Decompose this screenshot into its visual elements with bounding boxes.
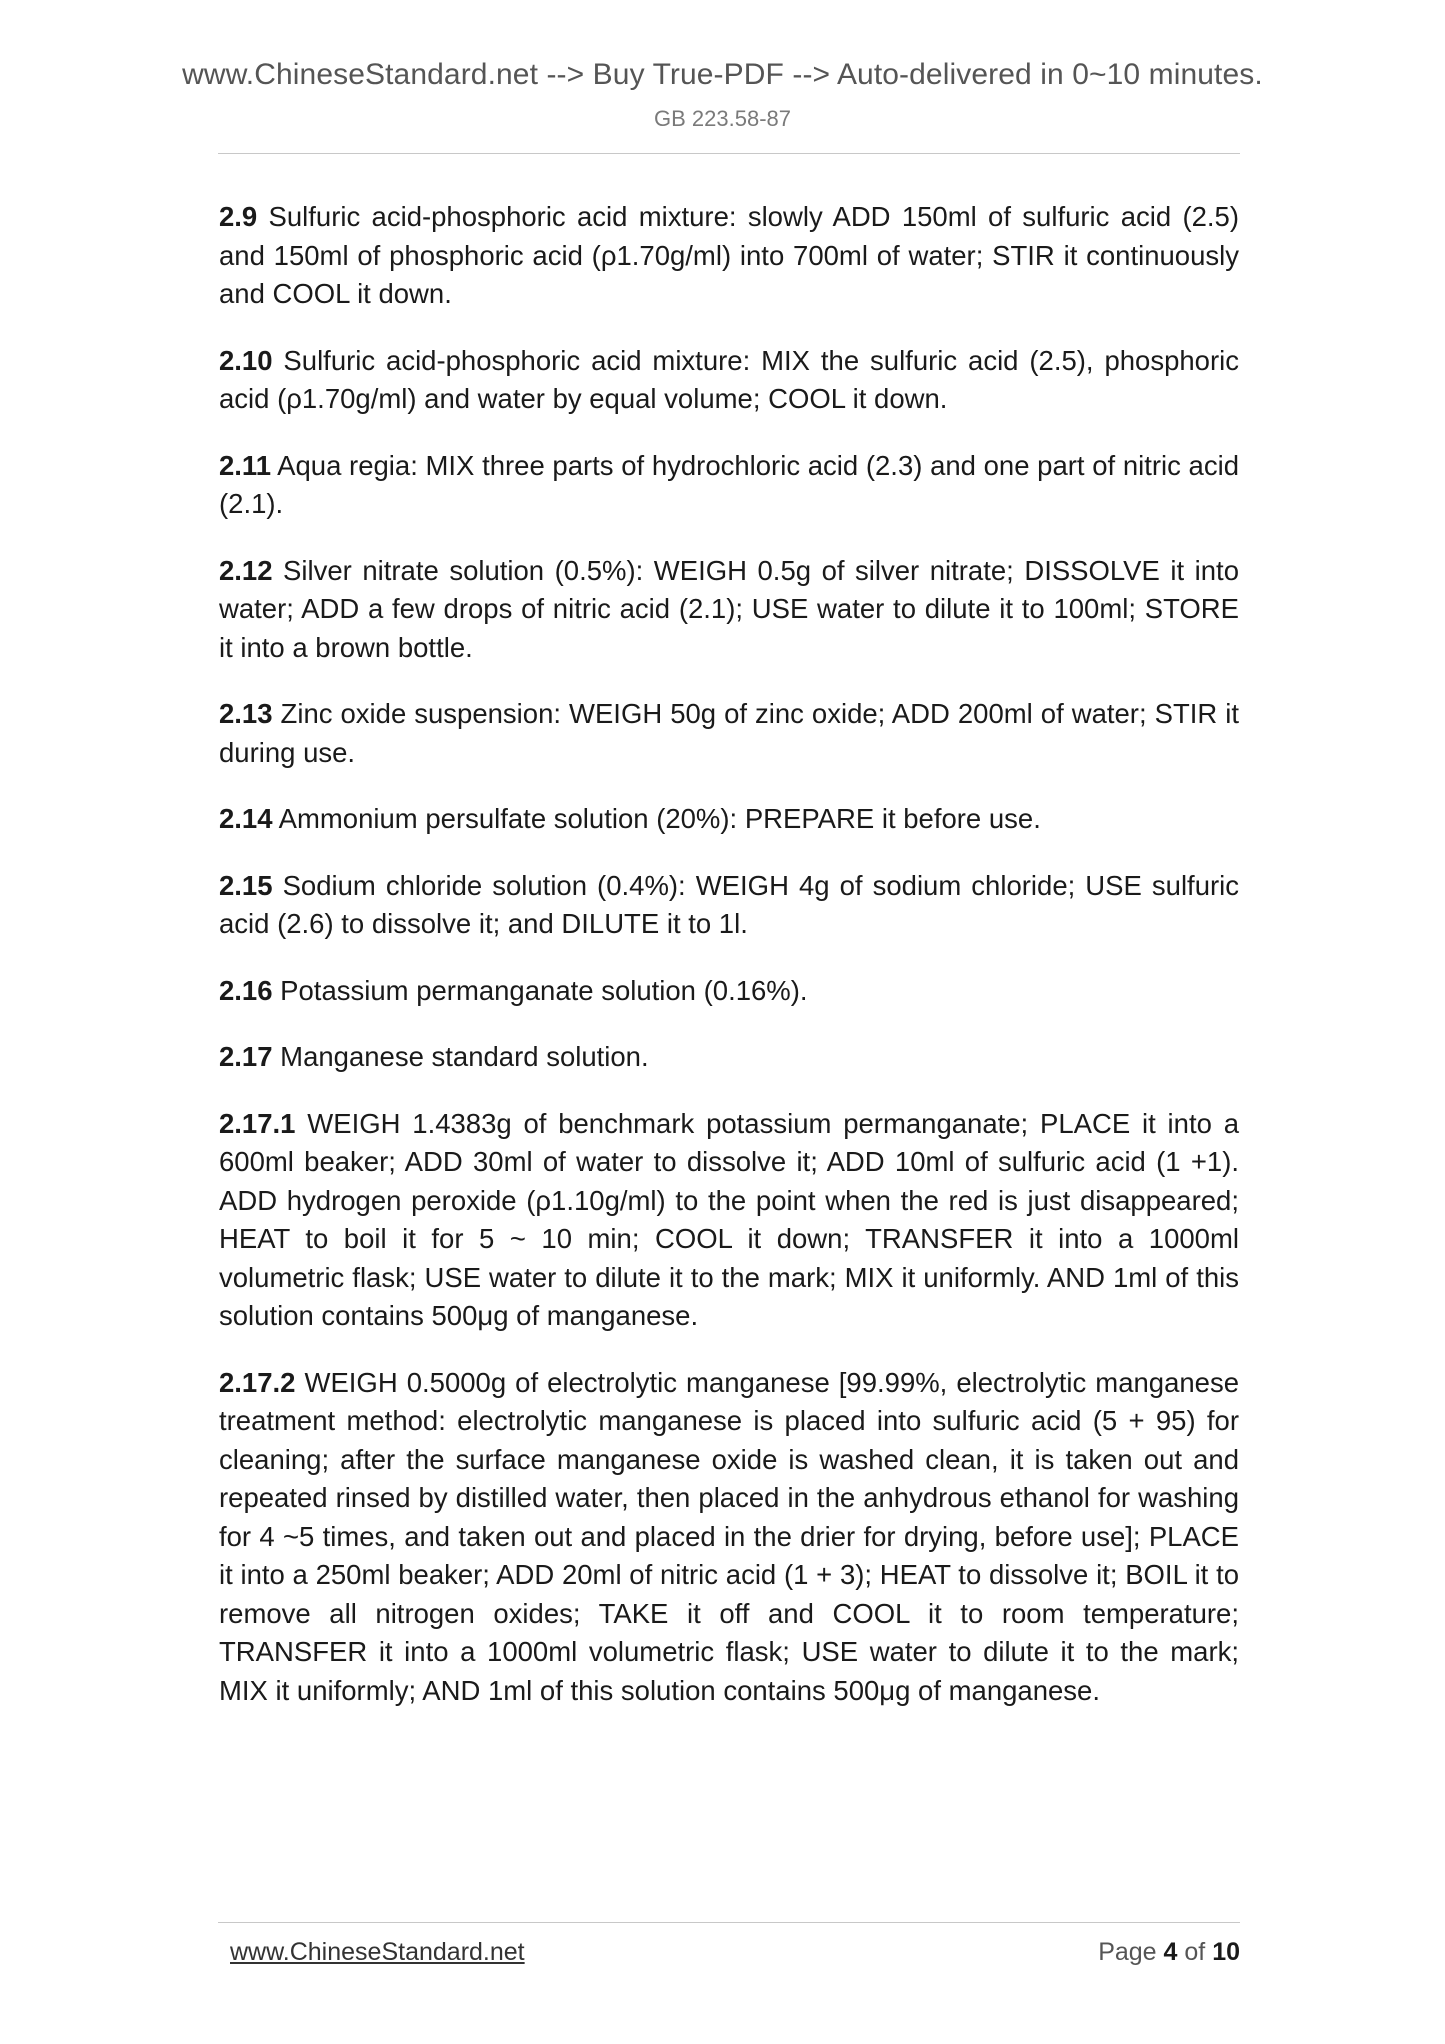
footer-website-link[interactable]: www.ChineseStandard.net — [230, 1938, 525, 1966]
document-body — [219, 198, 1239, 1738]
clause-text: Sulfuric acid-phosphoric acid mixture: MIX the sulfuric acid (2.5), phosphoric acid (ρ1.70g/ml) and water by equal volume; COOL it down. — [219, 344, 1239, 414]
clause-number: 2.17.2 — [219, 1366, 296, 1398]
standard-code: GB 223.58-87 — [654, 106, 791, 131]
clause-text: WEIGH 1.4383g of benchmark potassium permanganate; PLACE it into a 600ml beaker; ADD 30ml of water to dissolve it; ADD 10ml of sulfuric acid (1 +1). ADD hydrogen peroxide (ρ1.10g/ml) to the point when the red is just disappeared; HEAT to boil it for 5 ~ 10 min; COOL it down; TRANSFER it into a 1000ml volumetric flask; USE water to dilute it to the mark; MIX it uniformly. AND 1ml of this solution contains 500μg of manganese. — [219, 1107, 1239, 1331]
page-indicator — [1098, 1938, 1240, 1967]
clause-2-12 — [219, 552, 1239, 668]
clause-number: 2.15 — [219, 869, 273, 901]
clause-number: 2.9 — [219, 201, 258, 232]
clause-2-15 — [219, 867, 1239, 944]
clause-2-9 — [219, 198, 1239, 314]
clause-2-17-1 — [219, 1105, 1239, 1336]
clause-number: 2.10 — [219, 344, 273, 376]
page-total: 10 — [1212, 1938, 1240, 1966]
clause-2-16 — [219, 972, 1239, 1011]
clause-2-17-2 — [219, 1364, 1239, 1711]
header-banner: www.ChineseStandard.net --> Buy True-PDF --> Auto-delivered in 0~10 minutes. — [182, 58, 1263, 91]
clause-number: 2.12 — [219, 554, 273, 586]
clause-text: Sodium chloride solution (0.4%): WEIGH 4g of sodium chloride; USE sulfuric acid (2.6) to dissolve it; and DILUTE it to 1l. — [219, 869, 1239, 939]
page-current: 4 — [1163, 1938, 1178, 1966]
clause-text: Sulfuric acid-phosphoric acid mixture: slowly ADD 150ml of sulfuric acid (2.5) and 150ml of phosphoric acid (ρ1.70g/ml) into 700ml of water; STIR it continuously and COOL it down. — [219, 201, 1239, 309]
clause-2-10 — [219, 342, 1239, 419]
page-of: of — [1177, 1938, 1213, 1966]
clause-2-17 — [219, 1038, 1239, 1077]
clause-text: WEIGH 0.5000g of electrolytic manganese [99.99%, electrolytic manganese treatment method: electrolytic manganese is placed into sulfuric acid (5 + 95) for cleaning; after the surface manganese oxide is washed clean, it is taken out and repeated rinsed by distilled water, then placed in the anhydrous ethanol for washing for 4 ~5 times, and taken out and placed in the drier for drying, before use]; PLACE it into a 250ml beaker; ADD 20ml of nitric acid (1 + 3); HEAT to dissolve it; BOIL it to remove all nitrogen oxides; TAKE it off and COOL it to room temperature; TRANSFER it into a 1000ml volumetric flask; USE water to dilute it to the mark; MIX it uniformly; AND 1ml of this solution contains 500μg of manganese. — [219, 1366, 1239, 1706]
clause-2-11 — [219, 447, 1239, 524]
clause-number: 2.16 — [219, 974, 273, 1006]
clause-2-14 — [219, 800, 1239, 839]
clause-number: 2.17.1 — [219, 1107, 296, 1139]
clause-text: Manganese standard solution. — [272, 1041, 649, 1072]
clause-text: Silver nitrate solution (0.5%): WEIGH 0.5g of silver nitrate; DISSOLVE it into water; ADD a few drops of nitric acid (2.1); USE water to dilute it to 100ml; STORE it into a brown bottle. — [219, 554, 1239, 663]
clause-text: Aqua regia: MIX three parts of hydrochloric acid (2.3) and one part of nitric acid (2.1). — [219, 449, 1239, 519]
clause-text: Ammonium persulfate solution (20%): PREPARE it before use. — [272, 803, 1041, 834]
footer-divider — [218, 1922, 1240, 1923]
clause-text: Potassium permanganate solution (0.16%). — [272, 974, 808, 1006]
clause-2-13 — [219, 695, 1239, 772]
header-divider — [218, 153, 1240, 154]
clause-number: 2.14 — [219, 803, 273, 834]
clause-text: Zinc oxide suspension: WEIGH 50g of zinc oxide; ADD 200ml of water; STIR it during use. — [219, 698, 1239, 768]
clause-number: 2.17 — [219, 1041, 273, 1072]
clause-number: 2.11 — [219, 449, 272, 481]
page-prefix: Page — [1098, 1938, 1164, 1966]
clause-number: 2.13 — [219, 698, 273, 729]
